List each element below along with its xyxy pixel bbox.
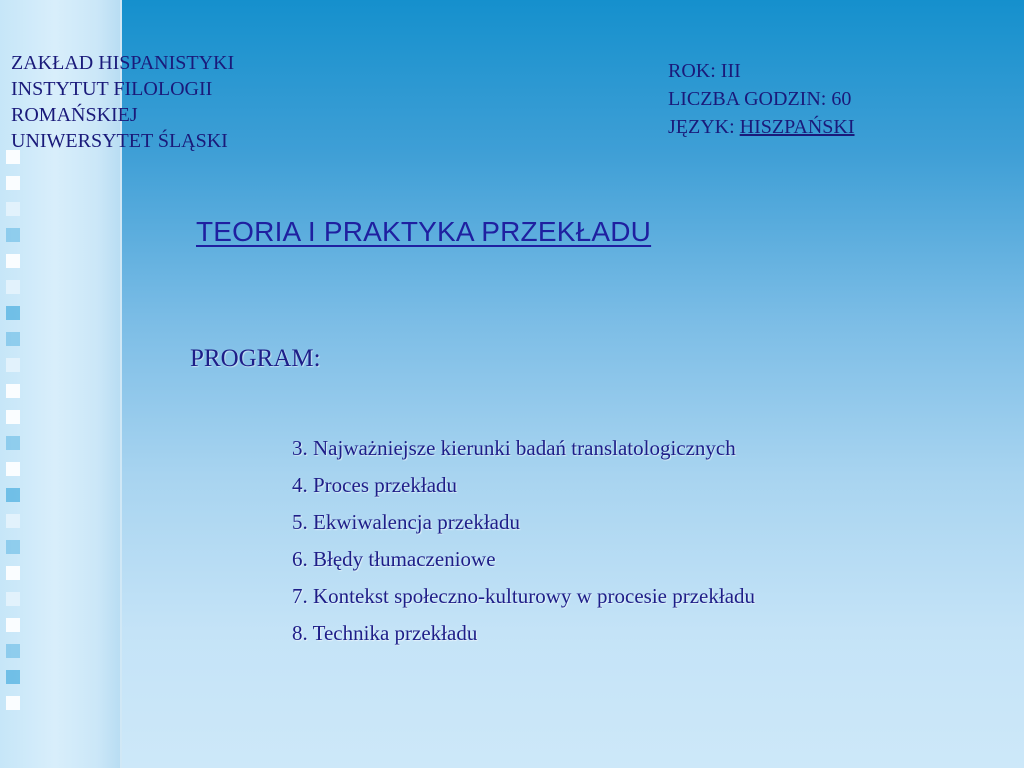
decorative-square <box>6 228 20 242</box>
course-info-block <box>668 57 855 141</box>
course-language-label: JĘZYK: <box>668 116 740 138</box>
decorative-squares-column <box>6 150 24 722</box>
program-heading: PROGRAM: <box>190 345 321 372</box>
decorative-square <box>6 306 20 320</box>
decorative-square <box>6 462 20 476</box>
decorative-square <box>6 202 20 216</box>
course-language-value: HISZPAŃSKI <box>739 116 855 138</box>
program-list <box>292 430 755 652</box>
decorative-square <box>6 670 20 684</box>
department-line: ROMAŃSKIEJ <box>11 104 138 126</box>
decorative-square <box>6 644 20 658</box>
decorative-square <box>6 696 20 710</box>
department-line: INSTYTUT FILOLOGII <box>11 78 213 100</box>
decorative-square <box>6 514 20 528</box>
program-item: 3. Najważniejsze kierunki badań translatologicznych <box>292 436 736 460</box>
decorative-square <box>6 540 20 554</box>
department-line: ZAKŁAD HISPANISTYKI <box>11 52 235 74</box>
decorative-square <box>6 566 20 580</box>
program-item: 6. Błędy tłumaczeniowe <box>292 547 496 571</box>
decorative-square <box>6 176 20 190</box>
program-item: 8. Technika przekładu <box>292 621 478 645</box>
program-item: 5. Ekwiwalencja przekładu <box>292 510 520 534</box>
program-item: 7. Kontekst społeczno-kulturowy w procesie przekładu <box>292 584 756 608</box>
decorative-square <box>6 358 20 372</box>
program-item: 4. Proces przekładu <box>292 473 458 497</box>
decorative-square <box>6 410 20 424</box>
decorative-square <box>6 332 20 346</box>
department-block <box>11 50 234 154</box>
decorative-square <box>6 618 20 632</box>
course-hours: LICZBA GODZIN: 60 <box>668 88 852 110</box>
department-line: UNIWERSYTET ŚLĄSKI <box>11 130 228 152</box>
decorative-square <box>6 384 20 398</box>
course-language <box>668 113 855 141</box>
decorative-square <box>6 254 20 268</box>
decorative-square <box>6 436 20 450</box>
course-year: ROK: III <box>668 60 741 82</box>
decorative-square <box>6 488 20 502</box>
decorative-square <box>6 592 20 606</box>
course-title: TEORIA I PRAKTYKA PRZEKŁADU <box>196 216 652 247</box>
decorative-square <box>6 280 20 294</box>
